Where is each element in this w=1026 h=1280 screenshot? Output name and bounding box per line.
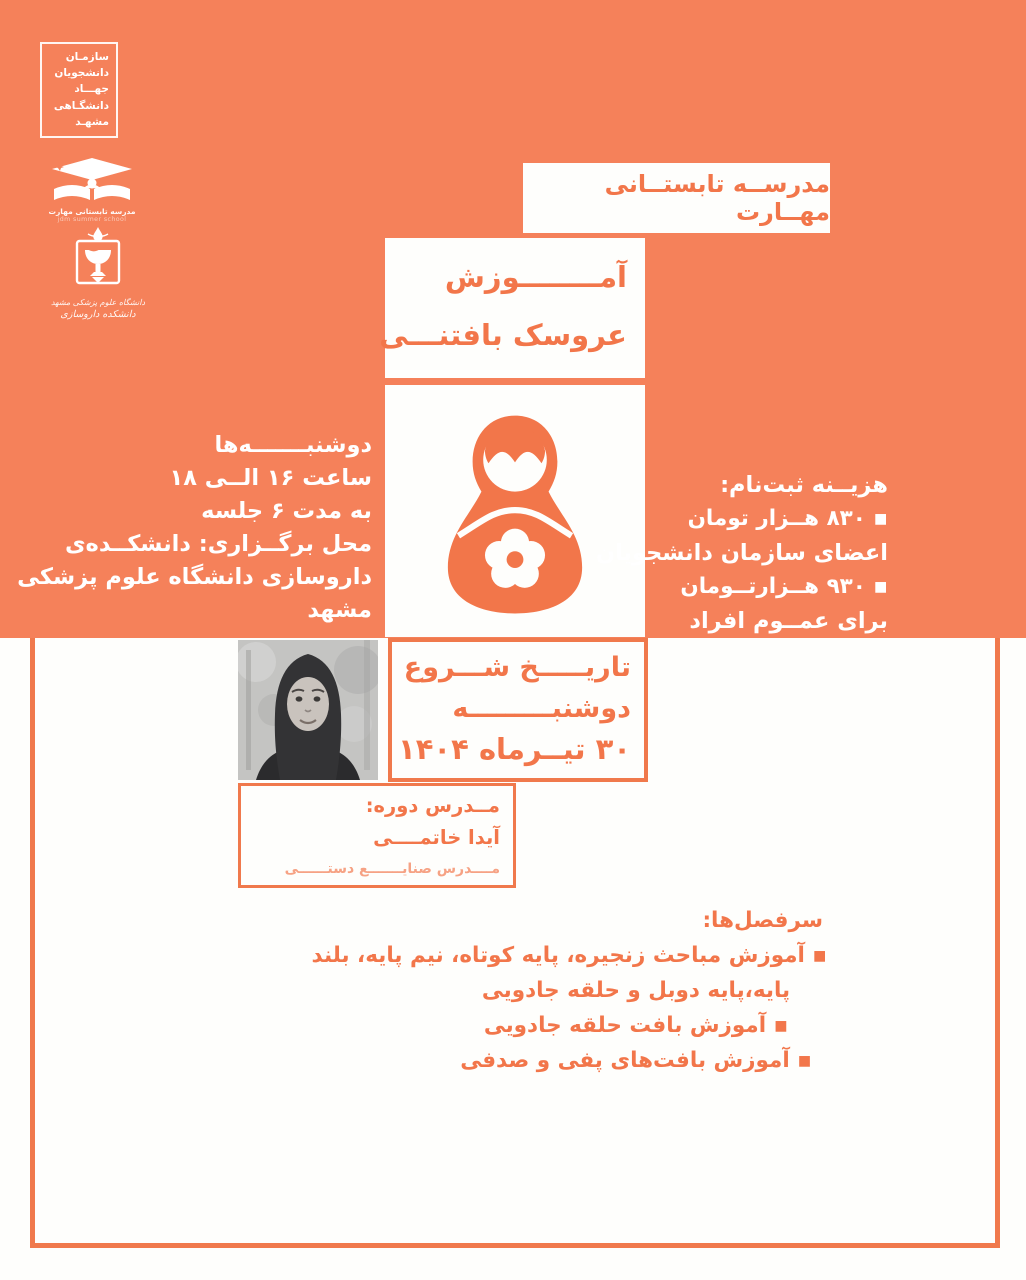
start-date-label: تاریـــــخ شـــروع [403, 652, 631, 683]
instructor-box [238, 783, 516, 888]
matryoshka-doll-icon [426, 405, 604, 617]
org-logo-line: سازمـان [65, 51, 109, 63]
schedule-hours: ساعت ۱۶ الــی ۱۸ [169, 465, 372, 491]
schedule-block [17, 429, 372, 627]
schedule-venue-3: مشهد [307, 597, 372, 623]
start-date-box [388, 638, 648, 782]
fees-block [588, 468, 888, 638]
schedule-venue-2: داروسازی دانشگاه علوم پزشکی [17, 564, 372, 590]
summer-school-banner: مدرســه تابستــانی مهــارت [523, 163, 830, 233]
topic-item-1: ▪ آموزش مباحث زنجیره، پایه کوتاه، نیم پایه، بلند [311, 943, 827, 968]
schedule-days: دوشنبـــــــه‌ها [214, 432, 372, 458]
topic-item-2: ▪ آموزش بافت حلقه جادویی [483, 1013, 789, 1038]
frame-left-line [30, 638, 35, 1248]
frame-right-line [995, 638, 1000, 1248]
topic-item-3: ▪ آموزش بافت‌های پفی و صدفی [460, 1048, 812, 1073]
instructor-name: آیدا خاتمــــی [373, 826, 500, 849]
course-title-line1: آمــــــــوزش [444, 260, 627, 294]
org-logo-line: جهـــاد [74, 83, 109, 96]
instructor-photo [238, 640, 378, 780]
schedule-venue-1: محل برگــزاری: دانشکــده‌ی [64, 531, 372, 557]
course-title-line2: عروسک بافتنـــی [379, 318, 627, 352]
student-org-logo [40, 42, 118, 138]
summer-school-logo-label: مدرسه تابستانی مهارت [48, 207, 136, 216]
instructor-title: مــــدرس صنایـــــــع دستــــــی [284, 861, 500, 877]
pharmacy-faculty-label: دانشکده داروسازی [60, 309, 136, 320]
fees-heading: هزیــنه ثبت‌نام: [720, 472, 888, 498]
frame-bottom-line [30, 1243, 1000, 1248]
org-logo-line: مشهـد [75, 115, 109, 128]
fee-members-amount: ▪ ۸۳۰ هــزار تومان [687, 506, 888, 531]
org-logo-line: دانشگـاهی [53, 99, 109, 112]
graduation-cap-book-icon [44, 156, 140, 202]
instructor-role-label: مــدرس دوره: [365, 794, 500, 817]
schedule-sessions: به مدت ۶ جلسه [201, 498, 372, 524]
topic-item-1-continued: پایه،پایه دوبل و حلقه جادویی [481, 978, 791, 1003]
start-date-day: دوشنبـــــــــه [452, 693, 631, 724]
course-title-box [379, 238, 645, 378]
fee-public-label: برای عمــوم افراد [689, 608, 888, 634]
pharmacy-faculty-logo [44, 226, 152, 320]
org-logo-line: دانشجویان [54, 67, 109, 80]
fee-public-amount: ▪ ۹۳۰ هــزارتــومان [680, 574, 888, 599]
pharmacy-university-label: دانشگاه علوم پزشکی مشهد [50, 298, 146, 307]
pharmacy-emblem-icon [48, 226, 148, 292]
summer-school-logo [42, 156, 142, 223]
topics-heading: سرفصل‌ها: [702, 908, 823, 933]
summer-school-logo-sub: jdm summer school [57, 216, 127, 223]
fee-members-label: اعضای سازمان دانشجویان [595, 540, 888, 566]
start-date-value: ۳۰ تیــرماه ۱۴۰۴ [398, 732, 631, 766]
instructor-portrait-image [238, 640, 378, 780]
